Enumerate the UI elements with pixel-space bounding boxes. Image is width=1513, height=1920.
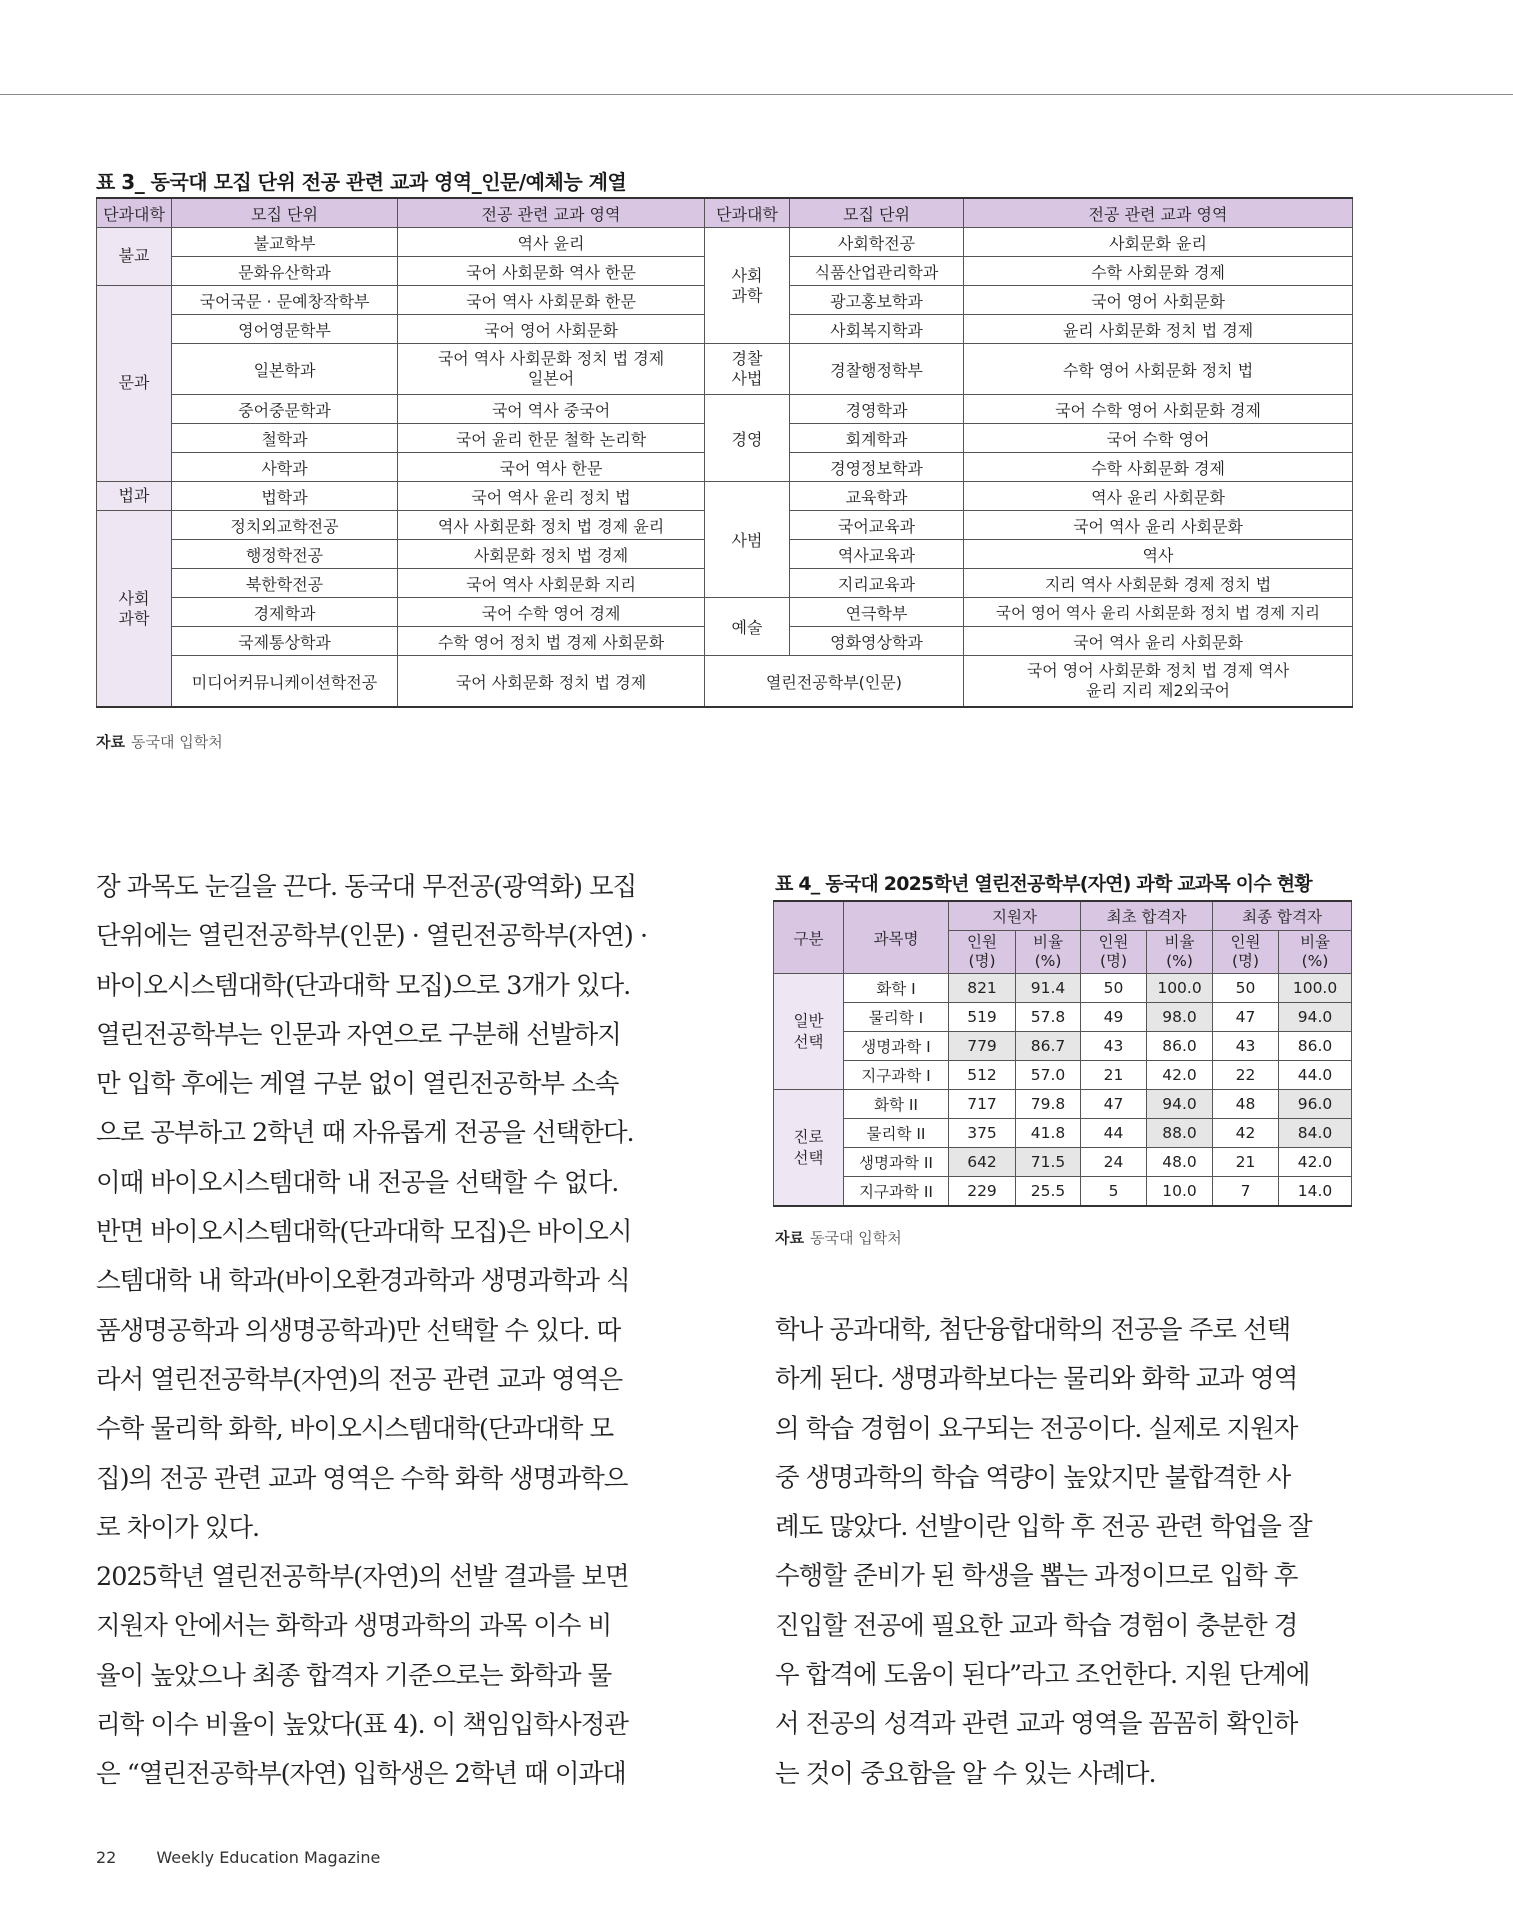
unit-cell: 법학과 (172, 482, 398, 511)
body-line: 집)의 전공 관련 교과 영역은 수학 화학 생명과학으 (96, 1463, 628, 1494)
body-line: 로 차이가 있다. (96, 1512, 260, 1543)
table3-title: 표 3_ 동국대 모집 단위 전공 관련 교과 영역_인문/예체능 계열 (96, 170, 627, 194)
area-cell (398, 344, 705, 395)
table4-title: 표 4_ 동국대 2025학년 열린전공학부(자연) 과학 교과목 이수 현황 (775, 873, 1312, 895)
unit-cell: 철학과 (172, 424, 398, 453)
value-cell: 14.0 (1279, 1177, 1352, 1207)
area-cell: 역사 (964, 540, 1353, 569)
value-cell: 779 (949, 1032, 1016, 1061)
unit-cell: 지리교육과 (790, 569, 964, 598)
unit-cell: 영어영문학부 (172, 315, 398, 344)
header-text: 비율 (%) (1300, 933, 1331, 970)
unit-cell: 국어국문 · 문예창작학부 (172, 286, 398, 315)
area-cell: 국어 수학 영어 (964, 424, 1353, 453)
group-cell (774, 1090, 844, 1207)
column-header (1279, 931, 1352, 974)
table-row (774, 1090, 1352, 1119)
area-cell: 국어 역사 사회문화 한문 (398, 286, 705, 315)
college-cell: 문과 (97, 286, 172, 482)
unit-cell: 문화유산학과 (172, 257, 398, 286)
value-cell: 44.0 (1279, 1061, 1352, 1090)
column-header: 과목명 (844, 901, 949, 974)
table-row (774, 1177, 1352, 1207)
column-header: 단과대학 (97, 198, 172, 228)
area-cell: 윤리 사회문화 정치 법 경제 (964, 315, 1353, 344)
column-header (1016, 931, 1081, 974)
area-cell: 역사 윤리 (398, 228, 705, 257)
value-cell: 717 (949, 1090, 1016, 1119)
table-row (97, 656, 1353, 708)
unit-cell: 불교학부 (172, 228, 398, 257)
college-cell: 경영 (705, 395, 790, 482)
body-line: 라서 열린전공학부(자연)의 전공 관련 교과 영역은 (96, 1364, 623, 1395)
unit-cell: 국어교육과 (790, 511, 964, 540)
body-line: 은 “열린전공학부(자연) 입학생은 2학년 때 이과대 (96, 1759, 626, 1790)
column-header (949, 931, 1016, 974)
value-cell: 43 (1213, 1032, 1279, 1061)
page-footer (96, 1848, 380, 1867)
value-cell: 100.0 (1279, 974, 1352, 1003)
column-header (1147, 931, 1213, 974)
area-cell: 국어 역사 윤리 사회문화 (964, 627, 1353, 656)
college-cell: 예술 (705, 598, 790, 656)
source-text: 동국대 입학처 (130, 733, 223, 751)
table-row (774, 1119, 1352, 1148)
college-cell (705, 344, 790, 395)
subject-cell: 화학 I (844, 974, 949, 1003)
column-header: 최종 합격자 (1213, 901, 1352, 931)
value-cell: 47 (1213, 1003, 1279, 1032)
unit-cell: 사회복지학과 (790, 315, 964, 344)
group-label: 진로 선택 (793, 1128, 824, 1167)
column-header: 최초 합격자 (1081, 901, 1213, 931)
header-text: 비율 (%) (1164, 933, 1195, 970)
area-cell: 수학 사회문화 경제 (964, 257, 1353, 286)
value-cell: 48.0 (1147, 1148, 1213, 1177)
column-header: 구분 (774, 901, 844, 974)
value-cell: 79.8 (1016, 1090, 1081, 1119)
unit-cell: 열린전공학부(인문) (705, 656, 964, 708)
value-cell: 7 (1213, 1177, 1279, 1207)
value-cell: 42.0 (1147, 1061, 1213, 1090)
value-cell: 41.8 (1016, 1119, 1081, 1148)
college-cell: 사범 (705, 482, 790, 598)
value-cell: 229 (949, 1177, 1016, 1207)
value-cell: 519 (949, 1003, 1016, 1032)
source-label: 자료 (775, 1229, 804, 1247)
area-cell: 국어 역사 윤리 정치 법 (398, 482, 705, 511)
unit-cell: 회계학과 (790, 424, 964, 453)
body-line: 바이오시스템대학(단과대학 모집)으로 3개가 있다. (96, 970, 631, 1001)
value-cell: 50 (1213, 974, 1279, 1003)
value-cell: 10.0 (1147, 1177, 1213, 1207)
unit-cell: 사학과 (172, 453, 398, 482)
page-number: 22 (96, 1848, 117, 1867)
unit-cell: 사회학전공 (790, 228, 964, 257)
column-header (1213, 931, 1279, 974)
value-cell: 22 (1213, 1061, 1279, 1090)
body-line: 의 학습 경험이 요구되는 전공이다. 실제로 지원자 (775, 1413, 1298, 1444)
body-line: 스템대학 내 학과(바이오환경과학과 생명과학과 식 (96, 1266, 630, 1297)
area-cell: 국어 영어 사회문화 (398, 315, 705, 344)
body-line: 례도 많았다. 선발이란 입학 후 전공 관련 학업을 잘 (775, 1512, 1312, 1543)
area-cell: 국어 역사 윤리 사회문화 (964, 511, 1353, 540)
header-text: 인원 (명) (1098, 933, 1129, 970)
value-cell: 50 (1081, 974, 1147, 1003)
value-cell: 821 (949, 974, 1016, 1003)
body-line: 단위에는 열린전공학부(인문) · 열린전공학부(자연) · (96, 921, 648, 952)
value-cell: 5 (1081, 1177, 1147, 1207)
subject-cell: 물리학 I (844, 1003, 949, 1032)
college-cell: 법과 (97, 482, 172, 511)
table-row (97, 395, 1353, 424)
area-cell: 수학 영어 정치 법 경제 사회문화 (398, 627, 705, 656)
body-line: 수학 물리학 화학, 바이오시스템대학(단과대학 모 (96, 1414, 614, 1445)
subject-cell: 지구과학 I (844, 1061, 949, 1090)
area-cell: 사회문화 정치 법 경제 (398, 540, 705, 569)
table-row (774, 1003, 1352, 1032)
area-cell (964, 656, 1353, 708)
unit-cell: 교육학과 (790, 482, 964, 511)
column-header: 지원자 (949, 901, 1081, 931)
value-cell: 43 (1081, 1032, 1147, 1061)
subject-cell: 생명과학 II (844, 1148, 949, 1177)
value-cell: 86.7 (1016, 1032, 1081, 1061)
value-cell: 48 (1213, 1090, 1279, 1119)
body-line: 는 것이 중요함을 알 수 있는 사례다. (775, 1758, 1156, 1789)
body-line: 수행할 준비가 된 학생을 뽑는 과정이므로 입학 후 (775, 1561, 1298, 1592)
area-cell: 역사 윤리 사회문화 (964, 482, 1353, 511)
area-cell: 국어 윤리 한문 철학 논리학 (398, 424, 705, 453)
column-header (1081, 931, 1147, 974)
table4 (773, 900, 1352, 1207)
group-cell (774, 974, 844, 1090)
body-column-right (775, 1306, 1312, 1799)
college-label: 사회 과학 (731, 265, 763, 305)
area-cell: 수학 사회문화 경제 (964, 453, 1353, 482)
value-cell: 42.0 (1279, 1148, 1352, 1177)
area-cell: 역사 사회문화 정치 법 경제 윤리 (398, 511, 705, 540)
body-line: 반면 바이오시스템대학(단과대학 모집)은 바이오시 (96, 1217, 632, 1248)
table-row (774, 1061, 1352, 1090)
subject-cell: 화학 II (844, 1090, 949, 1119)
area-cell: 국어 수학 영어 경제 (398, 598, 705, 627)
value-cell: 100.0 (1147, 974, 1213, 1003)
area-text: 국어 역사 사회문화 정치 법 경제 일본어 (437, 349, 665, 388)
unit-cell: 일본학과 (172, 344, 398, 395)
value-cell: 94.0 (1279, 1003, 1352, 1032)
value-cell: 512 (949, 1061, 1016, 1090)
body-line: 품생명공학과 의생명공학과)만 선택할 수 있다. 따 (96, 1315, 621, 1346)
header-text: 비율 (%) (1033, 933, 1063, 970)
table4-source (775, 1227, 902, 1248)
subject-cell: 생명과학 I (844, 1032, 949, 1061)
value-cell: 57.0 (1016, 1061, 1081, 1090)
unit-cell: 광고홍보학과 (790, 286, 964, 315)
table-row (97, 482, 1353, 511)
body-line: 하게 된다. 생명과학보다는 물리와 화학 교과 영역 (775, 1364, 1298, 1395)
area-text: 국어 영어 사회문화 정치 법 경제 역사 윤리 지리 제2외국어 (1026, 661, 1290, 700)
table-row (774, 1032, 1352, 1061)
value-cell: 24 (1081, 1148, 1147, 1177)
value-cell: 44 (1081, 1119, 1147, 1148)
table3-header-row (97, 198, 1353, 228)
college-cell: 불교 (97, 228, 172, 286)
body-line: 으로 공부하고 2학년 때 자유롭게 전공을 선택한다. (96, 1118, 634, 1149)
unit-cell: 행정학전공 (172, 540, 398, 569)
body-line: 리학 이수 비율이 높았다(표 4). 이 책임입학사정관 (96, 1710, 628, 1741)
unit-cell: 연극학부 (790, 598, 964, 627)
unit-cell: 미디어커뮤니케이션학전공 (172, 656, 398, 708)
area-cell: 국어 영어 역사 윤리 사회문화 정치 법 경제 지리 (964, 598, 1353, 627)
value-cell: 94.0 (1147, 1090, 1213, 1119)
value-cell: 86.0 (1279, 1032, 1352, 1061)
column-header: 모집 단위 (790, 198, 964, 228)
area-cell: 국어 역사 중국어 (398, 395, 705, 424)
source-label: 자료 (96, 733, 125, 751)
column-header: 전공 관련 교과 영역 (398, 198, 705, 228)
table-row (774, 1148, 1352, 1177)
college-cell (97, 511, 172, 708)
unit-cell: 북한학전공 (172, 569, 398, 598)
value-cell: 21 (1213, 1148, 1279, 1177)
column-header: 전공 관련 교과 영역 (964, 198, 1353, 228)
body-line: 2025학년 열린전공학부(자연)의 선발 결과를 보면 (96, 1562, 629, 1593)
group-label: 일반 선택 (793, 1012, 824, 1051)
value-cell: 98.0 (1147, 1003, 1213, 1032)
value-cell: 57.8 (1016, 1003, 1081, 1032)
unit-cell: 영화영상학과 (790, 627, 964, 656)
body-line: 지원자 안에서는 화학과 생명과학의 과목 이수 비 (96, 1611, 612, 1642)
unit-cell: 국제통상학과 (172, 627, 398, 656)
body-line: 진입할 전공에 필요한 교과 학습 경험이 충분한 경 (775, 1610, 1298, 1641)
value-cell: 96.0 (1279, 1090, 1352, 1119)
unit-cell: 경영정보학과 (790, 453, 964, 482)
table3-source (96, 731, 223, 752)
value-cell: 25.5 (1016, 1177, 1081, 1207)
unit-cell: 역사교육과 (790, 540, 964, 569)
college-label: 사회 과학 (118, 588, 150, 628)
column-header: 모집 단위 (172, 198, 398, 228)
area-cell: 국어 사회문화 정치 법 경제 (398, 656, 705, 708)
body-line: 우 합격에 도움이 된다”라고 조언한다. 지원 단계에 (775, 1660, 1310, 1691)
value-cell: 84.0 (1279, 1119, 1352, 1148)
area-cell: 국어 수학 영어 사회문화 경제 (964, 395, 1353, 424)
area-cell: 국어 사회문화 역사 한문 (398, 257, 705, 286)
subject-cell: 물리학 II (844, 1119, 949, 1148)
value-cell: 91.4 (1016, 974, 1081, 1003)
table4-header-row (774, 901, 1352, 931)
table-row (97, 598, 1353, 627)
body-line: 학나 공과대학, 첨단융합대학의 전공을 주로 선택 (775, 1315, 1291, 1345)
table-row (97, 344, 1353, 395)
value-cell: 375 (949, 1119, 1016, 1148)
area-cell: 국어 영어 사회문화 (964, 286, 1353, 315)
area-cell: 지리 역사 사회문화 경제 정치 법 (964, 569, 1353, 598)
area-cell: 수학 영어 사회문화 정치 법 (964, 344, 1353, 395)
body-line: 장 과목도 눈길을 끈다. 동국대 무전공(광역화) 모집 (96, 872, 637, 902)
college-cell (705, 228, 790, 344)
top-divider (0, 94, 1513, 95)
unit-cell: 중어중문학과 (172, 395, 398, 424)
header-text: 인원 (명) (967, 933, 997, 970)
college-label: 경찰 사법 (731, 349, 763, 388)
value-cell: 71.5 (1016, 1148, 1081, 1177)
magazine-name: Weekly Education Magazine (156, 1848, 381, 1867)
body-line: 중 생명과학의 학습 역량이 높았지만 불합격한 사 (775, 1462, 1291, 1493)
area-cell: 국어 역사 한문 (398, 453, 705, 482)
table-row (774, 974, 1352, 1003)
unit-cell: 경찰행정학부 (790, 344, 964, 395)
unit-cell: 경영학과 (790, 395, 964, 424)
value-cell: 49 (1081, 1003, 1147, 1032)
unit-cell: 식품산업관리학과 (790, 257, 964, 286)
value-cell: 21 (1081, 1061, 1147, 1090)
body-line: 이때 바이오시스템대학 내 전공을 선택할 수 없다. (96, 1167, 619, 1198)
unit-cell: 경제학과 (172, 598, 398, 627)
table3 (96, 197, 1353, 708)
unit-cell: 정치외교학전공 (172, 511, 398, 540)
value-cell: 642 (949, 1148, 1016, 1177)
body-line: 만 입학 후에는 계열 구분 없이 열린전공학부 소속 (96, 1069, 619, 1100)
subject-cell: 지구과학 II (844, 1177, 949, 1207)
body-line: 서 전공의 성격과 관련 교과 영역을 꼼꼼히 확인하 (775, 1709, 1298, 1740)
column-header: 단과대학 (705, 198, 790, 228)
body-line: 열린전공학부는 인문과 자연으로 구분해 선발하지 (96, 1019, 621, 1050)
area-cell: 사회문화 윤리 (964, 228, 1353, 257)
source-text: 동국대 입학처 (809, 1229, 902, 1247)
value-cell: 42 (1213, 1119, 1279, 1148)
value-cell: 88.0 (1147, 1119, 1213, 1148)
body-column-left (96, 863, 647, 1800)
header-text: 인원 (명) (1230, 933, 1261, 970)
value-cell: 47 (1081, 1090, 1147, 1119)
area-cell: 국어 역사 사회문화 지리 (398, 569, 705, 598)
body-line: 율이 높았으나 최종 합격자 기준으로는 화학과 물 (96, 1660, 612, 1691)
table-row (97, 228, 1353, 257)
value-cell: 86.0 (1147, 1032, 1213, 1061)
